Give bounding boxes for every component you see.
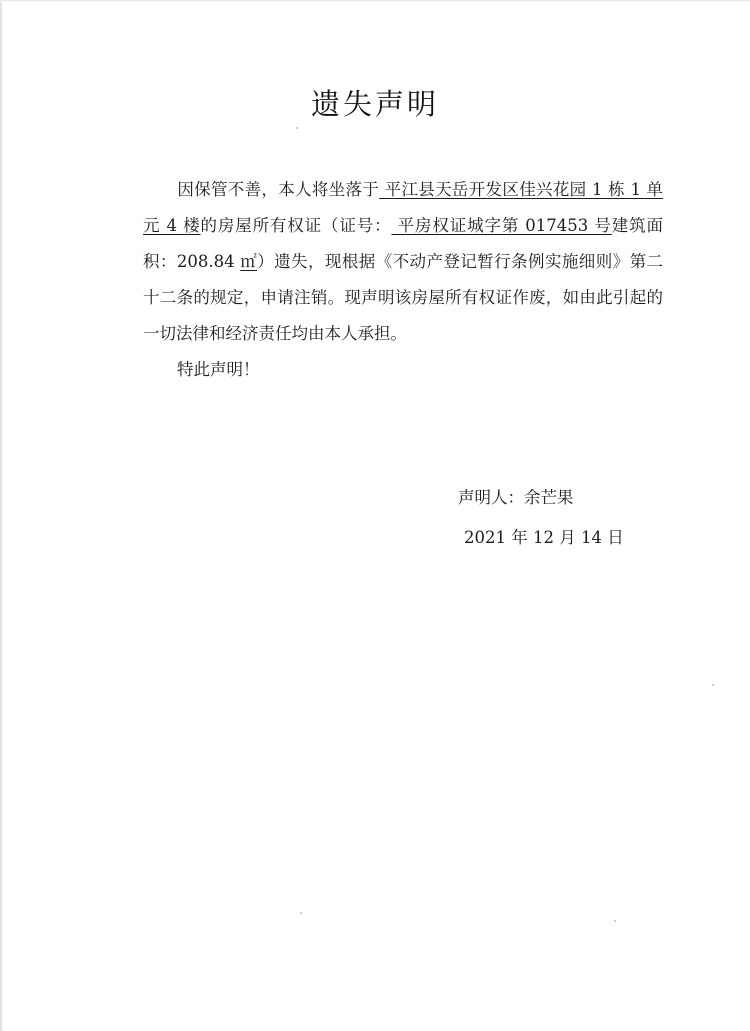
closing-line [143,352,663,388]
declaration-paragraph [143,172,663,352]
declarant-signature-line: 声明人：余芒果 [458,488,574,507]
scan-speck [712,684,714,686]
certificate-number: 平房权证城字第 017453 号 [391,216,612,235]
declaration-date: 2021 年 12 月 14 日 [464,528,624,547]
paragraph-text-c: 建筑面积：208.84 [143,216,664,271]
closing-text: 特此声明！ [177,360,260,379]
scan-edge-top [0,0,750,2]
paragraph-text-a: 因保管不善，本人将坐落于 [177,180,380,199]
scan-speck [614,920,616,922]
property-location: 平江县天岳开发区佳兴花园 1 栋 1 单元 4 楼 [143,180,663,235]
paragraph-text-b: 的房屋所有权证（证号： [200,216,392,235]
scan-speck [300,912,302,914]
area-unit: ㎡ [240,252,258,271]
document-body [143,172,663,388]
scan-speck [296,127,298,129]
scan-edge-left [0,0,3,1031]
document-title: 遗失声明 [310,87,439,121]
paragraph-text-d: ）遗失，现根据《不动产登记暂行条例实施细则》第二十二条的规定，申请注销。现声明该房屋所有权证作废，如由此引起的一切法律和经济责任均由本人承担。 [143,252,664,343]
